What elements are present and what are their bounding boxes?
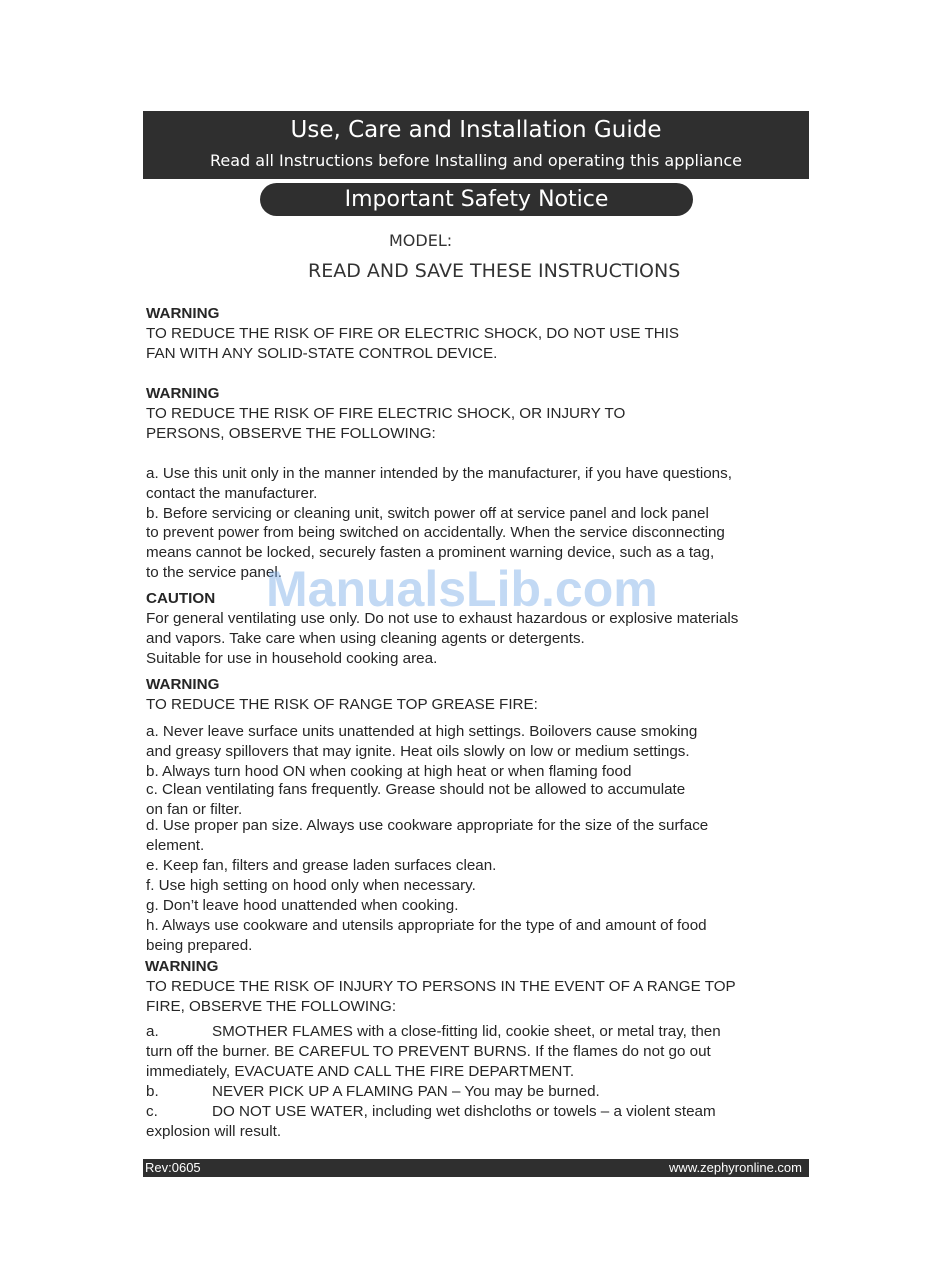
warning-2-line: to the service panel. <box>146 564 282 581</box>
warning-2-line: b. Before servicing or cleaning unit, switch power off at service panel and lock panel <box>146 505 709 522</box>
warning-heading-3: WARNING <box>146 676 220 693</box>
warning-4-text: NEVER PICK UP A FLAMING PAN – You may be burned. <box>212 1083 600 1100</box>
warning-2-line: TO REDUCE THE RISK OF FIRE ELECTRIC SHOCK, OR INJURY TO <box>146 405 626 422</box>
watermark: ManualsLib.com <box>266 561 658 617</box>
warning-1-line: FAN WITH ANY SOLID-STATE CONTROL DEVICE. <box>146 345 498 362</box>
warning-3-line: b. Always turn hood ON when cooking at high heat or when flaming food <box>146 763 632 780</box>
warning-4-line: FIRE, OBSERVE THE FOLLOWING: <box>146 998 397 1015</box>
warning-3-line: f. Use high setting on hood only when necessary. <box>146 877 476 894</box>
document-title: Use, Care and Installation Guide <box>290 117 662 143</box>
warning-3-line: c. Clean ventilating fans frequently. Grease should not be allowed to accumulate <box>146 781 686 798</box>
warning-heading-2: WARNING <box>146 385 220 402</box>
warning-4-text: SMOTHER FLAMES with a close-fitting lid, cookie sheet, or metal tray, then <box>212 1023 721 1040</box>
warning-2-line: a. Use this unit only in the manner intended by the manufacturer, if you have questions, <box>146 465 732 482</box>
warning-2-line: contact the manufacturer. <box>146 485 318 502</box>
item-marker: a. <box>146 1023 159 1040</box>
warning-3-line: d. Use proper pan size. Always use cookware appropriate for the size of the surface <box>146 817 709 834</box>
caution-heading: CAUTION <box>146 590 216 607</box>
warning-3-line: element. <box>146 837 205 854</box>
header-bar <box>143 111 809 179</box>
warning-3-line: on fan or filter. <box>146 801 243 818</box>
warning-4-line: explosion will result. <box>146 1123 282 1140</box>
safety-notice-banner: Important Safety Notice <box>260 183 693 216</box>
warning-3-line: TO REDUCE THE RISK OF RANGE TOP GREASE FIRE: <box>146 696 538 713</box>
warning-4-line: TO REDUCE THE RISK OF INJURY TO PERSONS IN THE EVENT OF A RANGE TOP <box>146 978 736 995</box>
caution-line: For general ventilating use only. Do not use to exhaust hazardous or explosive materials <box>146 610 739 627</box>
caution-line: and vapors. Take care when using cleaning agents or detergents. <box>146 630 585 647</box>
revision-label: Rev:0605 <box>145 1160 201 1175</box>
document-subtitle: Read all Instructions before Installing and operating this appliance <box>209 151 743 170</box>
caution-line: Suitable for use in household cooking area. <box>146 650 438 667</box>
warning-4-item <box>146 1102 716 1122</box>
warning-4-item <box>146 1082 600 1102</box>
footer-bar <box>143 1159 809 1177</box>
warning-4-item <box>146 1022 721 1042</box>
model-label: MODEL: <box>389 231 453 250</box>
warning-3-line: g. Don’t leave hood unattended when cooking. <box>146 897 459 914</box>
warning-4-text: DO NOT USE WATER, including wet dishcloths or towels – a violent steam <box>212 1103 716 1120</box>
warning-2-line: means cannot be locked, securely fasten a prominent warning device, such as a tag, <box>146 544 715 561</box>
warning-1-line: TO REDUCE THE RISK OF FIRE OR ELECTRIC SHOCK, DO NOT USE THIS <box>146 325 680 342</box>
warning-4-line: turn off the burner. BE CAREFUL TO PREVENT BURNS. If the flames do not go out <box>146 1043 711 1060</box>
warning-2-line: to prevent power from being switched on accidentally. When the service disconnecting <box>146 524 725 541</box>
warning-3-line: and greasy spillovers that may ignite. Heat oils slowly on low or medium settings. <box>146 743 690 760</box>
warning-heading-1: WARNING <box>146 305 220 322</box>
read-save-heading: READ AND SAVE THESE INSTRUCTIONS <box>308 260 681 282</box>
website-link[interactable]: www.zephyronline.com <box>669 1160 802 1175</box>
warning-3-line: a. Never leave surface units unattended at high settings. Boilovers cause smoking <box>146 723 698 740</box>
warning-3-line: e. Keep fan, filters and grease laden surfaces clean. <box>146 857 497 874</box>
warning-4-line: immediately, EVACUATE AND CALL THE FIRE DEPARTMENT. <box>146 1063 575 1080</box>
warning-2-line: PERSONS, OBSERVE THE FOLLOWING: <box>146 425 436 442</box>
warning-heading-4: WARNING <box>145 958 219 975</box>
warning-3-line: being prepared. <box>146 937 253 954</box>
item-marker: b. <box>146 1083 159 1100</box>
item-marker: c. <box>146 1103 158 1120</box>
warning-3-line: h. Always use cookware and utensils appropriate for the type of and amount of food <box>146 917 707 934</box>
